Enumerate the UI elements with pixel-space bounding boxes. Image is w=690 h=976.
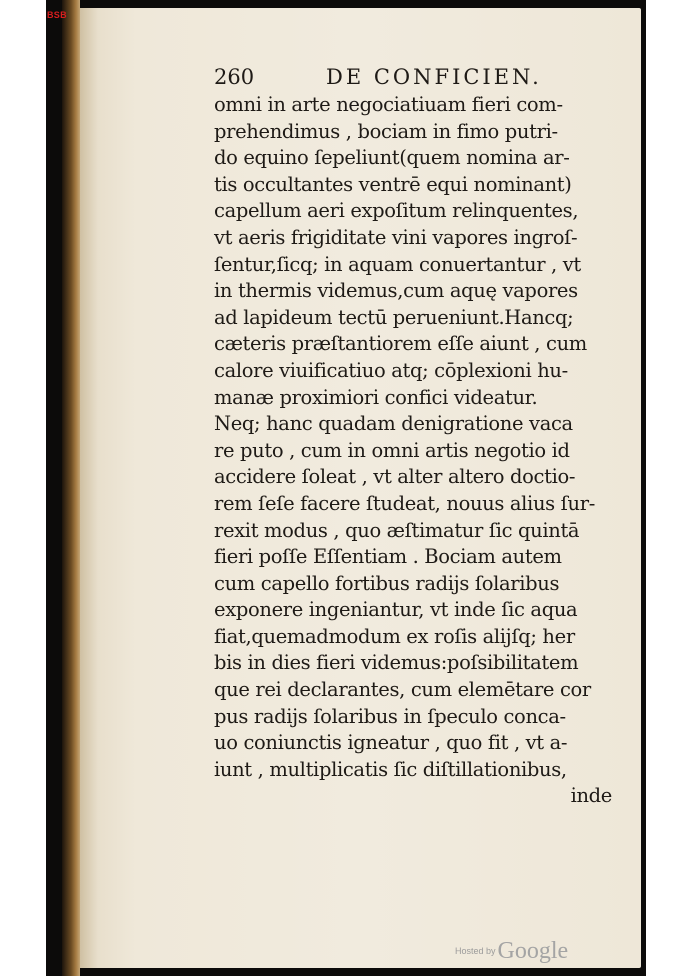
text-line: capellum aeri expoſitum relinquentes,	[214, 199, 579, 223]
text-line: fiat,quemadmodum ex roſis alijſq; her	[214, 624, 575, 648]
text-line: vt aeris frigiditate vini vapores ingroſ-	[214, 225, 578, 249]
page-number: 260	[214, 65, 255, 89]
page-header	[214, 62, 634, 92]
google-logo: Google	[497, 938, 569, 964]
text-line: Neq; hanc quadam denigratione vaca	[214, 412, 573, 436]
text-line: re puto , cum in omni artis negotio id	[214, 438, 570, 462]
library-stamp: BSB	[47, 10, 67, 20]
text-line: fieri poſſe Eſſentiam . Bociam autem	[214, 545, 562, 569]
text-line: ad lapideum tectū perueniunt.Hancq;	[214, 305, 574, 329]
text-line: in thermis videmus,cum aquę vapores	[214, 279, 578, 303]
catchword: inde	[570, 784, 612, 808]
text-line: prehendimus , bociam in fimo putri-	[214, 119, 558, 143]
text-line: pus radijs ſolaribus in ſpeculo conca-	[214, 704, 566, 728]
text-line: accidere ſoleat , vt alter altero doctio-	[214, 465, 576, 489]
text-line: bis in dies fieri videmus:poſsibilitatem	[214, 651, 579, 675]
book-spine-shadow	[62, 0, 80, 976]
text-line: exponere ingeniantur, vt inde ſic aqua	[214, 598, 578, 622]
running-head: DE CONFICIEN.	[326, 65, 542, 89]
text-line: ſentur,ſicq; in aquam conuertantur , vt	[214, 252, 581, 276]
text-line: iunt , multiplicatis ſic diſtillationibus,	[214, 757, 567, 781]
text-line: manæ proximiori confici videatur.	[214, 385, 538, 409]
text-line: cum capello fortibus radijs ſolaribus	[214, 571, 560, 595]
hosted-by-google-credit	[455, 938, 568, 965]
text-line: rexit modus , quo æſtimatur ſic quintā	[214, 518, 580, 542]
text-line: tis occultantes ventrē equi nominant)	[214, 172, 572, 196]
text-line: rem ſeſe facere ſtudeat, nouus alius ſur-	[214, 491, 595, 515]
text-line: uo coniunctis igneatur , quo fit , vt a-	[214, 731, 568, 755]
text-line: que rei declarantes, cum elemētare cor	[214, 678, 591, 702]
text-line: cæteris præſtantiorem eſſe aiunt , cum	[214, 332, 587, 356]
text-line: do equino ſepeliunt(quem nomina ar-	[214, 146, 570, 170]
page-text	[214, 62, 634, 810]
text-line: calore viuificatiuo atq; cōplexioni hu-	[214, 358, 568, 382]
text-line: omni in arte negociatiuam fieri com-	[214, 93, 563, 116]
hosted-by-label: Hosted by	[455, 946, 496, 956]
text-lines	[214, 92, 634, 783]
